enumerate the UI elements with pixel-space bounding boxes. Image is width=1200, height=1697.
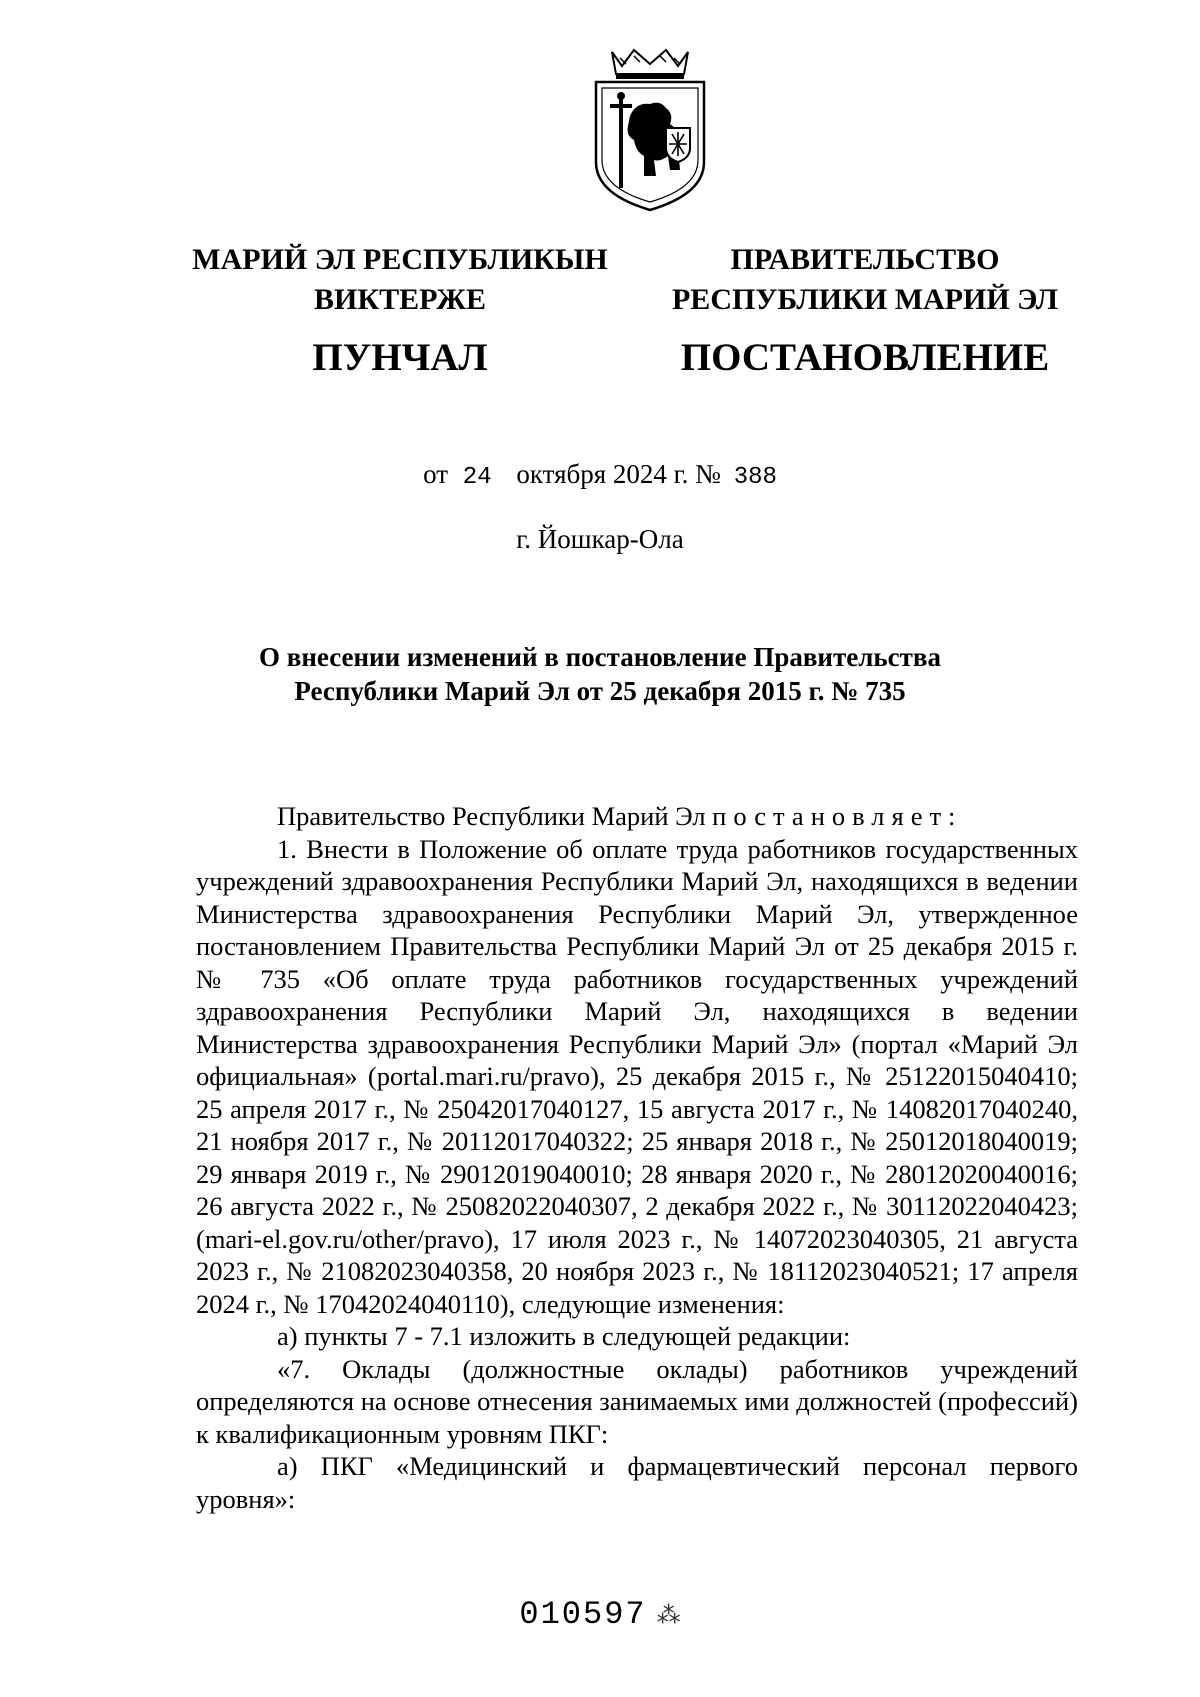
serial-number bbox=[0, 1596, 1200, 1633]
dateline-number: 388 bbox=[733, 464, 777, 491]
header-right-doc-type: ПОСТАНОВЛЕНИЕ bbox=[680, 336, 1050, 379]
document-city: г. Йошкар-Ола bbox=[516, 524, 684, 554]
dateline-day: 24 bbox=[462, 464, 492, 491]
header-left-mari bbox=[170, 240, 630, 384]
document-dateline bbox=[0, 459, 1200, 491]
dateline-prefix: от bbox=[423, 459, 449, 489]
dateline-month-year: октября 2024 г. № bbox=[516, 459, 721, 489]
title-line1: О внесении изменений в постановление Правительства bbox=[259, 642, 941, 672]
header-right-line1: ПРАВИТЕЛЬСТВО bbox=[730, 243, 1000, 276]
paragraph-1: 1. Внести в Положение об оплате труда работников государственных учреждений здравоохранения Республики Марий Эл, находящихся в ведении Министерства здравоохранения Республики Марий Эл, утвержденное постановлением Правительства Республики Марий Эл от 25 декабря 2015 г. № 735 «Об оплате труда работников государственных учреждений здравоохранения Республики Марий Эл, находящихся в ведении Министерства здравоохранения Республики Марий Эл» (портал «Марий Эл официальная» (portal.mari.ru/pravo), 25 декабря 2015 г., № 25122015040410; 25 апреля 2017 г., № 25042017040127, 15 августа 2017 г., № 14082017040240, 21 ноября 2017 г., № 20112017040322; 25 января 2018 г., № 25012018040019; 29 января 2019 г., № 29012019040010; 28 января 2020 г., № 28012020040016; 26 августа 2022 г., № 25082022040307, 2 декабря 2022 г., № 30112022040423; (mari-el.gov.ru/other/pravo), 17 июля 2023 г., № 14072023040305, 21 августа 2023 г., № 21082023040358, 20 ноября 2023 г., № 18112023040521; 17 апреля 2024 г., № 17042024040110), следующие изменения: bbox=[196, 833, 1078, 1319]
header-left-doc-type: ПУНЧАЛ bbox=[312, 336, 488, 379]
title-line2: Республики Марий Эл от 25 декабря 2015 г. № 735 bbox=[294, 676, 906, 706]
item-7a: а) ПКГ «Медицинский и фармацевтический персонал первого уровня»: bbox=[196, 1451, 1078, 1514]
document-body bbox=[196, 800, 1078, 1515]
intro-paragraph bbox=[196, 800, 1078, 833]
header-right-line2: РЕСПУБЛИКИ МАРИЙ ЭЛ bbox=[671, 283, 1058, 316]
item-7: «7. Оклады (должностные оклады) работников учреждений определяются на основе отнесения занимаемых ими должностей (профессий) к квалификационным уровням ПКГ: bbox=[196, 1353, 1078, 1449]
item-a: а) пункты 7 - 7.1 изложить в следующей редакции: bbox=[277, 1321, 851, 1351]
header-right-russian bbox=[655, 240, 1075, 384]
intro-text: Правительство Республики Марий Эл bbox=[277, 801, 713, 831]
header-left-line2: ВИКТЕРЖЕ bbox=[313, 283, 487, 316]
header-left-line1: МАРИЙ ЭЛ РЕСПУБЛИКЫН bbox=[192, 243, 608, 276]
document-title bbox=[120, 640, 1080, 708]
intro-verb: постановляет: bbox=[712, 801, 963, 831]
serial-number-value: 010597 bbox=[519, 1596, 647, 1633]
coat-of-arms-emblem bbox=[590, 44, 710, 214]
serial-mark-icon: ⁂ bbox=[656, 1604, 681, 1631]
